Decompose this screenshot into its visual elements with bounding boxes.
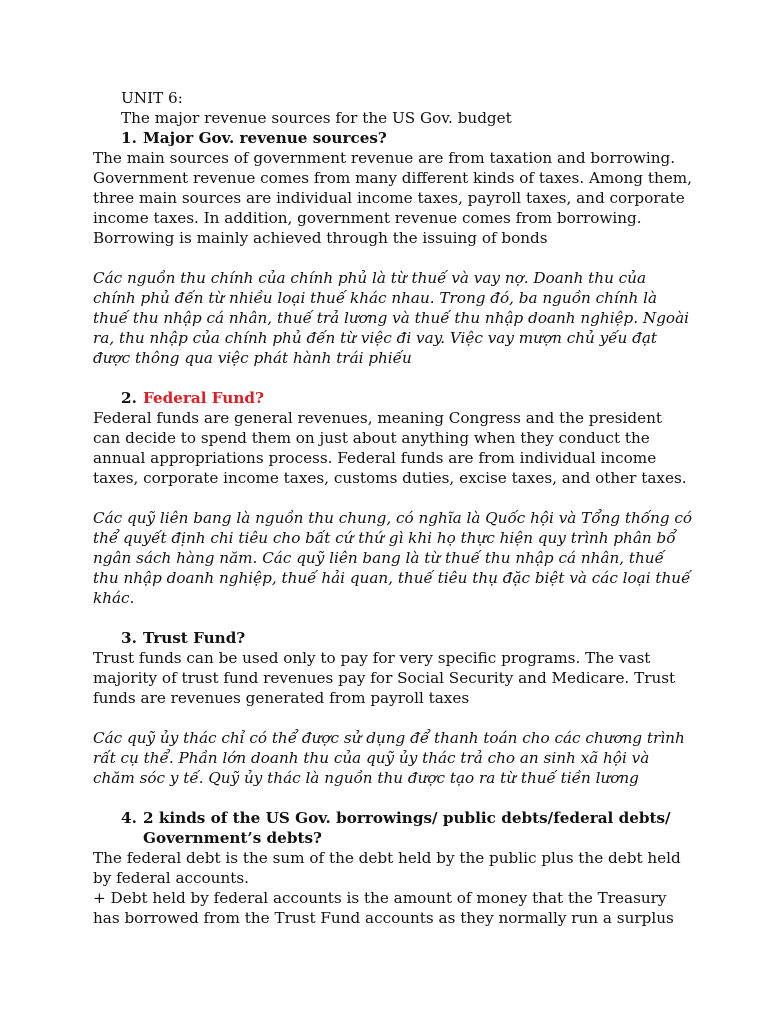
section-4-title: 2 kinds of the US Gov. borrowings/ public debts/federal debts/ Government’s debts?: [143, 809, 671, 847]
section-4-heading: [93, 808, 693, 848]
section-2-number: 2.: [121, 389, 137, 407]
section-3-number: 3.: [121, 629, 137, 647]
section-3-english: Trust funds can be used only to pay for very specific programs. The vast majority of trust fund revenues pay for Social Security and Medicare. Trust funds are revenues generated from payroll taxes: [93, 649, 676, 707]
section-2-vietnamese: Các quỹ liên bang là nguồn thu chung, có nghĩa là Quốc hội và Tổng thống có thể quyết định chi tiêu cho bất cứ thứ gì khi họ thực hiện quy trình phân bổ ngân sách hàng năm. Các quỹ liên bang là từ thuế thu nhập cá nhân, thuế thu nhập doanh nghiệp, thuế hải quan, thuế tiêu thụ đặc biệt và các loại thuế khác.: [93, 509, 693, 607]
document-page: [93, 88, 693, 928]
section-2-title: Federal Fund?: [143, 389, 264, 407]
section-1-heading: [93, 128, 693, 148]
section-3-title: Trust Fund?: [143, 629, 246, 647]
section-4-english-2: + Debt held by federal accounts is the amount of money that the Treasury has borrowed from the Trust Fund accounts as they normally run a surplus: [93, 889, 674, 927]
section-4-number: 4.: [121, 809, 137, 827]
section-4-english: The federal debt is the sum of the debt held by the public plus the debt held by federal accounts.: [93, 849, 681, 887]
section-2-heading: [93, 388, 693, 408]
document-subtitle: The major revenue sources for the US Gov. budget: [121, 109, 512, 127]
section-2-english: Federal funds are general revenues, meaning Congress and the president can decide to spend them on just about anything when they conduct the annual appropriations process. Federal funds are from individual income taxes, corporate income taxes, customs duties, excise taxes, and other taxes.: [93, 409, 687, 487]
section-1-title: Major Gov. revenue sources?: [143, 129, 387, 147]
section-3-vietnamese: Các quỹ ủy thác chỉ có thể được sử dụng để thanh toán cho các chương trình rất cụ thể. Phần lớn doanh thu của quỹ ủy thác trả cho an sinh xã hội và chăm sóc y tế. Quỹ ủy thác là nguồn thu được tạo ra từ thuế tiền lương: [93, 729, 685, 787]
section-1-english: The main sources of government revenue are from taxation and borrowing. Government revenue comes from many different kinds of taxes. Among them, three main sources are individual income taxes, payroll taxes, and corporate income taxes. In addition, government revenue comes from borrowing. Borrowing is mainly achieved through the issuing of bonds: [93, 149, 692, 247]
section-1-number: 1.: [121, 129, 137, 147]
unit-label: UNIT 6:: [121, 89, 183, 107]
section-1-vietnamese: Các nguồn thu chính của chính phủ là từ thuế và vay nợ. Doanh thu của chính phủ đến từ nhiều loại thuế khác nhau. Trong đó, ba nguồn chính là thuế thu nhập cá nhân, thuế trả lương và thuế thu nhập doanh nghiệp. Ngoài ra, thu nhập của chính phủ đến từ việc đi vay. Việc vay mượn chủ yếu đạt được thông qua việc phát hành trái phiếu: [93, 269, 689, 367]
section-3-heading: [93, 628, 693, 648]
